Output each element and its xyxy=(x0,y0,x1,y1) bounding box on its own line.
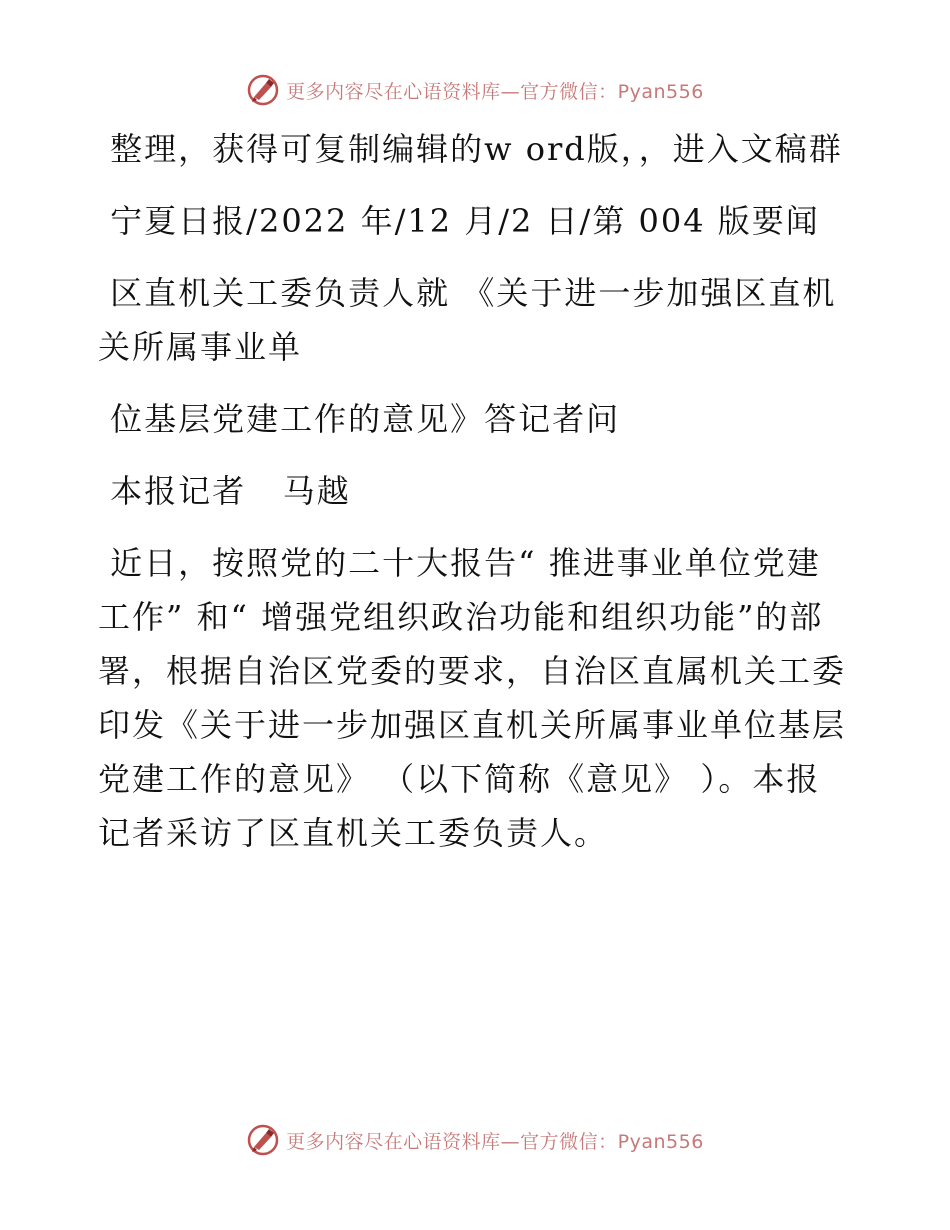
footer-banner xyxy=(0,1120,950,1160)
article-title-line-2: 位基层党建工作的意见》答记者问 xyxy=(98,400,621,438)
header-banner xyxy=(0,70,950,110)
footer-banner-inner xyxy=(246,1123,704,1157)
header-banner-text: 更多内容尽在心语资料库—官方微信：Pyan556 xyxy=(286,80,704,103)
pen-logo-icon xyxy=(246,73,280,107)
article-byline: 本报记者 马越 xyxy=(98,472,351,510)
header-banner-inner xyxy=(246,73,704,107)
article-lead-paragraph: 近日，按照党的二十大报告“ 推进事业单位党建工作” 和“ 增强党组织政治功能和组织功能”的部署，根据自治区党委的要求，自治区直属机关工委印发《关于进一步加强区直机关所属事业单位基层党建工作的意见》 （以下简称《意见》 ）。本报记者采访了区直机关工委负责人。 xyxy=(98,544,847,852)
paragraph-source: 宁夏日报/2022 年/12 月/2 日/第 004 版要闻 xyxy=(98,202,820,240)
paragraph-intro: 整理，获得可复制编辑的w ord版，，进入文稿群 xyxy=(98,130,843,168)
document-body xyxy=(98,122,850,860)
article-title-line-1: 区直机关工委负责人就 《关于进一步加强区直机关所属事业单 xyxy=(98,274,837,366)
pen-logo-icon xyxy=(246,1123,280,1157)
footer-banner-text: 更多内容尽在心语资料库—官方微信：Pyan556 xyxy=(286,1130,704,1153)
